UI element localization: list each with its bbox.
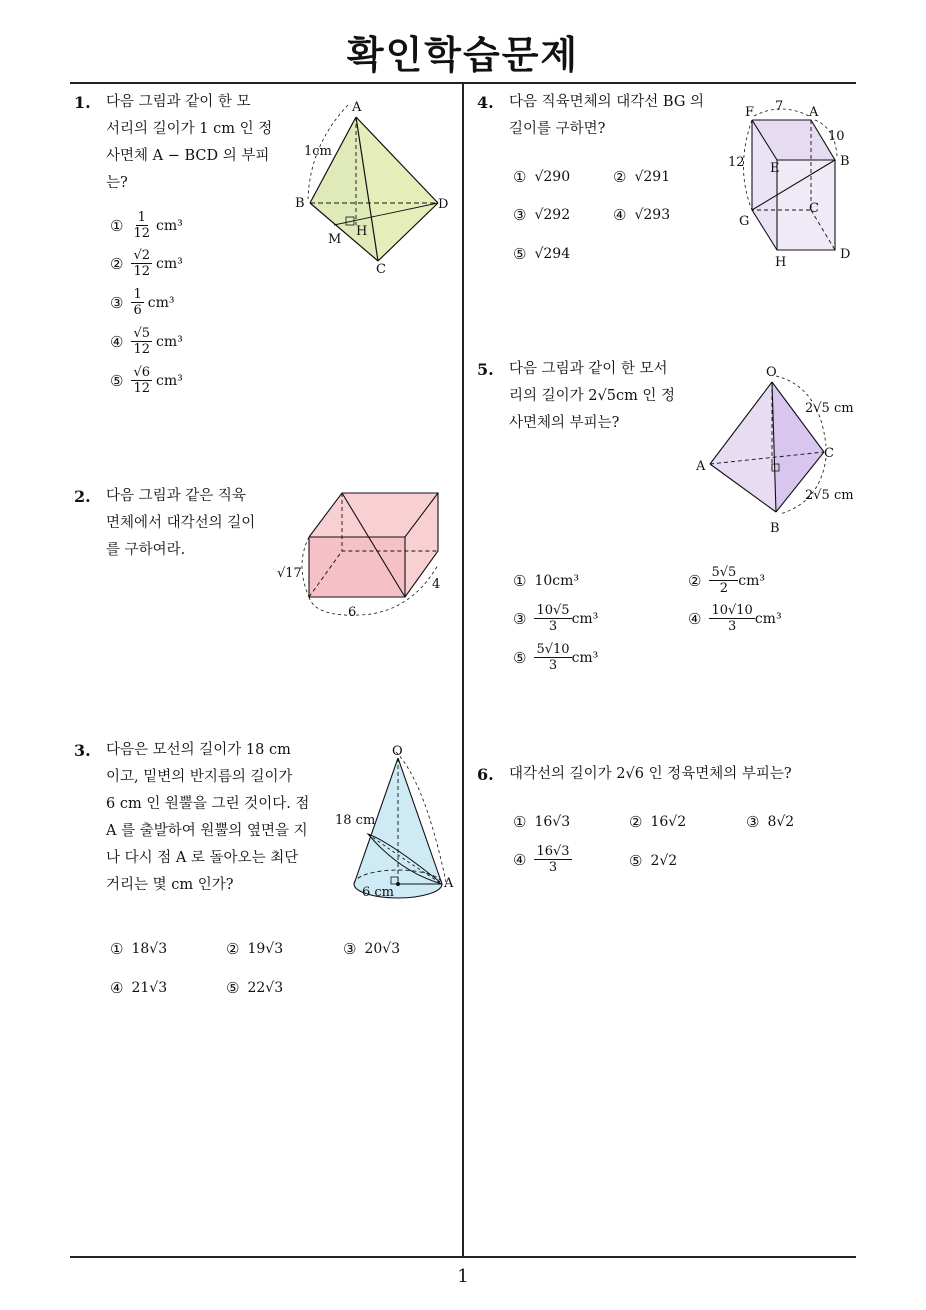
choice-mark: ⑤ <box>110 371 124 390</box>
denominator: 6 <box>133 303 142 318</box>
choice-5[interactable] <box>226 979 283 997</box>
numerator: 1 <box>133 287 142 302</box>
choice-mark: ④ <box>513 850 527 869</box>
choice-value: 10cm³ <box>534 573 579 589</box>
choice-mark: ② <box>629 813 643 831</box>
label-7: 7 <box>775 99 784 114</box>
cuboid-figure <box>725 98 860 273</box>
label-sqrt17: √17 <box>277 566 302 581</box>
choice-2[interactable] <box>688 565 765 596</box>
denominator: 3 <box>548 860 558 875</box>
question-text <box>106 737 309 899</box>
choice-mark: ② <box>110 254 124 273</box>
denominator: 12 <box>133 381 150 396</box>
text-line: 사면체의 부피는? <box>509 415 620 431</box>
label-slant: 18 cm <box>335 813 376 828</box>
label-radius: 6 cm <box>362 885 395 900</box>
choice-value: 8√2 <box>767 814 795 830</box>
choice-5[interactable] <box>110 365 183 396</box>
choice-value: 18√3 <box>131 941 168 957</box>
text-line: 다음 그림과 같이 한 모서 <box>509 361 668 377</box>
label-g: G <box>739 214 750 229</box>
choice-mark: ④ <box>110 979 124 997</box>
fraction <box>131 287 143 318</box>
label-o: O <box>766 365 777 380</box>
face-oab <box>710 382 776 512</box>
unit: cm³ <box>156 217 183 234</box>
unit: cm³ <box>147 294 175 311</box>
page-number: 1 <box>457 1266 469 1287</box>
question-number: 4. <box>477 93 494 112</box>
question-text <box>106 483 255 564</box>
numerator: 10√5 <box>536 603 570 618</box>
choice-value: √290 <box>534 169 571 185</box>
label-d: D <box>840 247 851 262</box>
denominator: 12 <box>133 264 150 279</box>
label-m: M <box>328 232 342 247</box>
numerator: 5√10 <box>536 642 570 657</box>
label-a: A <box>809 105 819 120</box>
choice-mark: ② <box>613 168 627 186</box>
dimension-arc <box>744 120 753 210</box>
choice-4[interactable] <box>110 979 167 997</box>
label-c: C <box>824 446 834 461</box>
label-edge-2: 2√5 cm <box>805 488 854 503</box>
column-divider <box>462 84 464 1258</box>
page-title: 확인학습문제 <box>346 33 580 77</box>
choice-mark: ① <box>110 216 124 235</box>
numerator: 10√10 <box>711 603 753 618</box>
label-edge-1: 2√5 cm <box>805 401 854 416</box>
label-h: H <box>356 224 368 239</box>
text-line: 를 구하여라. <box>106 542 186 558</box>
denominator: 3 <box>728 619 737 634</box>
choice-value: 16√3 <box>534 814 571 830</box>
choice-mark: ① <box>110 940 124 958</box>
label-a: A <box>696 459 706 474</box>
fraction <box>534 603 571 634</box>
text-line: 다음 직육면체의 대각선 BG 의 <box>509 94 705 110</box>
choice-3[interactable] <box>513 603 598 634</box>
choice-value: √293 <box>634 207 671 223</box>
label-d: D <box>438 197 449 212</box>
label-10: 10 <box>828 129 845 144</box>
choice-1[interactable] <box>110 210 183 241</box>
choice-mark: ⑤ <box>226 979 240 997</box>
numerator: √2 <box>133 248 151 263</box>
question-text <box>509 356 675 437</box>
choice-value: 22√3 <box>247 980 284 996</box>
choice-value: 21√3 <box>131 980 168 996</box>
cone-figure <box>330 742 460 912</box>
unit: cm³ <box>754 610 782 627</box>
fraction <box>131 326 152 357</box>
bottom-rule <box>70 1256 856 1258</box>
text-line: 6 cm 인 원뿔을 그린 것이다. 점 <box>106 796 310 812</box>
label-edge: 1cm <box>304 144 332 159</box>
unit: cm³ <box>156 372 183 389</box>
question-number: 2. <box>74 487 91 506</box>
fraction <box>534 844 571 875</box>
label-a: A <box>444 876 454 891</box>
question-text <box>509 89 704 143</box>
choice-2[interactable] <box>226 940 283 958</box>
label-b: B <box>770 521 780 536</box>
choice-2[interactable] <box>629 813 686 831</box>
label-o: O <box>392 744 403 759</box>
choice-value: 20√3 <box>364 941 401 957</box>
choice-mark: ③ <box>343 940 357 958</box>
choice-mark: ③ <box>513 609 527 628</box>
unit: cm³ <box>156 255 183 272</box>
choice-4[interactable] <box>688 603 782 634</box>
unit: cm³ <box>571 610 599 627</box>
choice-value: √291 <box>634 169 671 185</box>
choice-5[interactable] <box>513 245 570 263</box>
choice-4[interactable] <box>110 326 183 357</box>
unit: cm³ <box>156 333 183 350</box>
choice-2[interactable] <box>613 168 670 186</box>
choice-2[interactable] <box>110 248 183 279</box>
dimension-arc <box>302 537 309 597</box>
label-c: C <box>809 201 819 216</box>
text-line: 이고, 밑변의 반지름의 길이가 <box>106 769 293 785</box>
choice-4[interactable] <box>513 844 572 875</box>
choice-3[interactable] <box>513 206 570 224</box>
text-line: 서리의 길이가 1 cm 인 정 <box>106 121 273 137</box>
text-line: 다음 그림과 같이 한 모 <box>106 94 251 110</box>
choice-value: √292 <box>534 207 571 223</box>
choice-mark: ⑤ <box>629 852 643 870</box>
choice-mark: ② <box>688 571 702 590</box>
text-line: 나 다시 점 A 로 돌아오는 최단 <box>106 850 299 866</box>
choice-5[interactable] <box>629 852 677 870</box>
choice-1[interactable] <box>513 168 570 186</box>
fraction <box>709 565 738 596</box>
choice-mark: ③ <box>746 813 760 831</box>
denominator: 3 <box>548 619 558 634</box>
fraction <box>534 642 571 673</box>
label-b: B <box>295 196 305 211</box>
label-c: C <box>376 262 386 277</box>
unit: cm³ <box>738 572 766 589</box>
label-a: A <box>352 100 362 115</box>
choice-1[interactable] <box>110 940 167 958</box>
choice-mark: ④ <box>613 206 627 224</box>
fraction <box>131 210 152 241</box>
question-number: 1. <box>74 93 91 112</box>
numerator: √5 <box>133 326 151 341</box>
label-4: 4 <box>432 577 441 592</box>
denominator: 2 <box>719 581 728 596</box>
denominator: 3 <box>548 658 558 673</box>
question-number: 3. <box>74 741 91 760</box>
question-number: 5. <box>477 360 494 379</box>
numerator: √6 <box>133 365 151 380</box>
question-text <box>509 761 792 788</box>
choice-mark: ① <box>513 572 527 590</box>
label-12: 12 <box>728 155 745 170</box>
numerator: 16√3 <box>536 844 570 859</box>
choice-value: √294 <box>534 246 571 262</box>
cuboid-figure <box>275 485 455 625</box>
unit: cm³ <box>571 649 599 666</box>
fraction <box>131 248 152 279</box>
text-line: 는? <box>106 175 128 191</box>
label-e: E <box>770 161 780 176</box>
choice-3[interactable] <box>746 813 794 831</box>
label-h: H <box>775 255 787 270</box>
label-b: B <box>840 154 850 169</box>
question-text <box>106 89 272 197</box>
choice-3[interactable] <box>343 940 400 958</box>
tetrahedron-figure <box>690 362 860 540</box>
text-line: 리의 길이가 2√5cm 인 정 <box>509 388 676 404</box>
choice-mark: ① <box>513 813 527 831</box>
numerator: 1 <box>137 210 146 225</box>
choice-mark: ③ <box>110 293 124 312</box>
text-line: 사면체 A − BCD 의 부피 <box>106 148 270 164</box>
choice-3[interactable] <box>110 287 174 318</box>
choice-1[interactable] <box>513 813 570 831</box>
choice-mark: ⑤ <box>513 245 527 263</box>
choice-mark: ④ <box>110 332 124 351</box>
label-f: F <box>745 105 755 120</box>
choice-5[interactable] <box>513 642 598 673</box>
choice-mark: ① <box>513 168 527 186</box>
denominator: 12 <box>133 226 150 241</box>
tetrahedron-figure <box>290 95 460 275</box>
choice-value: 16√2 <box>650 814 687 830</box>
fraction <box>709 603 754 634</box>
front-face <box>309 537 405 597</box>
text-line: 거리는 몇 cm 인가? <box>106 877 234 893</box>
denominator: 12 <box>133 342 150 357</box>
numerator: 5√5 <box>711 565 737 580</box>
text-line: 다음은 모선의 길이가 18 cm <box>106 742 291 758</box>
choice-mark: ③ <box>513 206 527 224</box>
text-line: 면체에서 대각선의 길이 <box>106 515 256 531</box>
question-number: 6. <box>477 765 494 784</box>
text-line: A 를 출발하여 원뿔의 옆면을 지 <box>106 823 308 839</box>
choice-value: 19√3 <box>247 941 284 957</box>
text-line: 대각선의 길이가 2√6 인 정육면체의 부피는? <box>509 766 792 782</box>
choice-1[interactable] <box>513 572 579 590</box>
choice-mark: ② <box>226 940 240 958</box>
text-line: 길이를 구하면? <box>509 121 606 137</box>
choice-mark: ④ <box>688 609 702 628</box>
choice-4[interactable] <box>613 206 670 224</box>
front-face <box>777 160 835 250</box>
choice-value: 2√2 <box>650 853 678 869</box>
fraction <box>131 365 152 396</box>
text-line: 다음 그림과 같은 직육 <box>106 488 246 504</box>
choice-mark: ⑤ <box>513 648 527 667</box>
label-6: 6 <box>348 605 357 620</box>
